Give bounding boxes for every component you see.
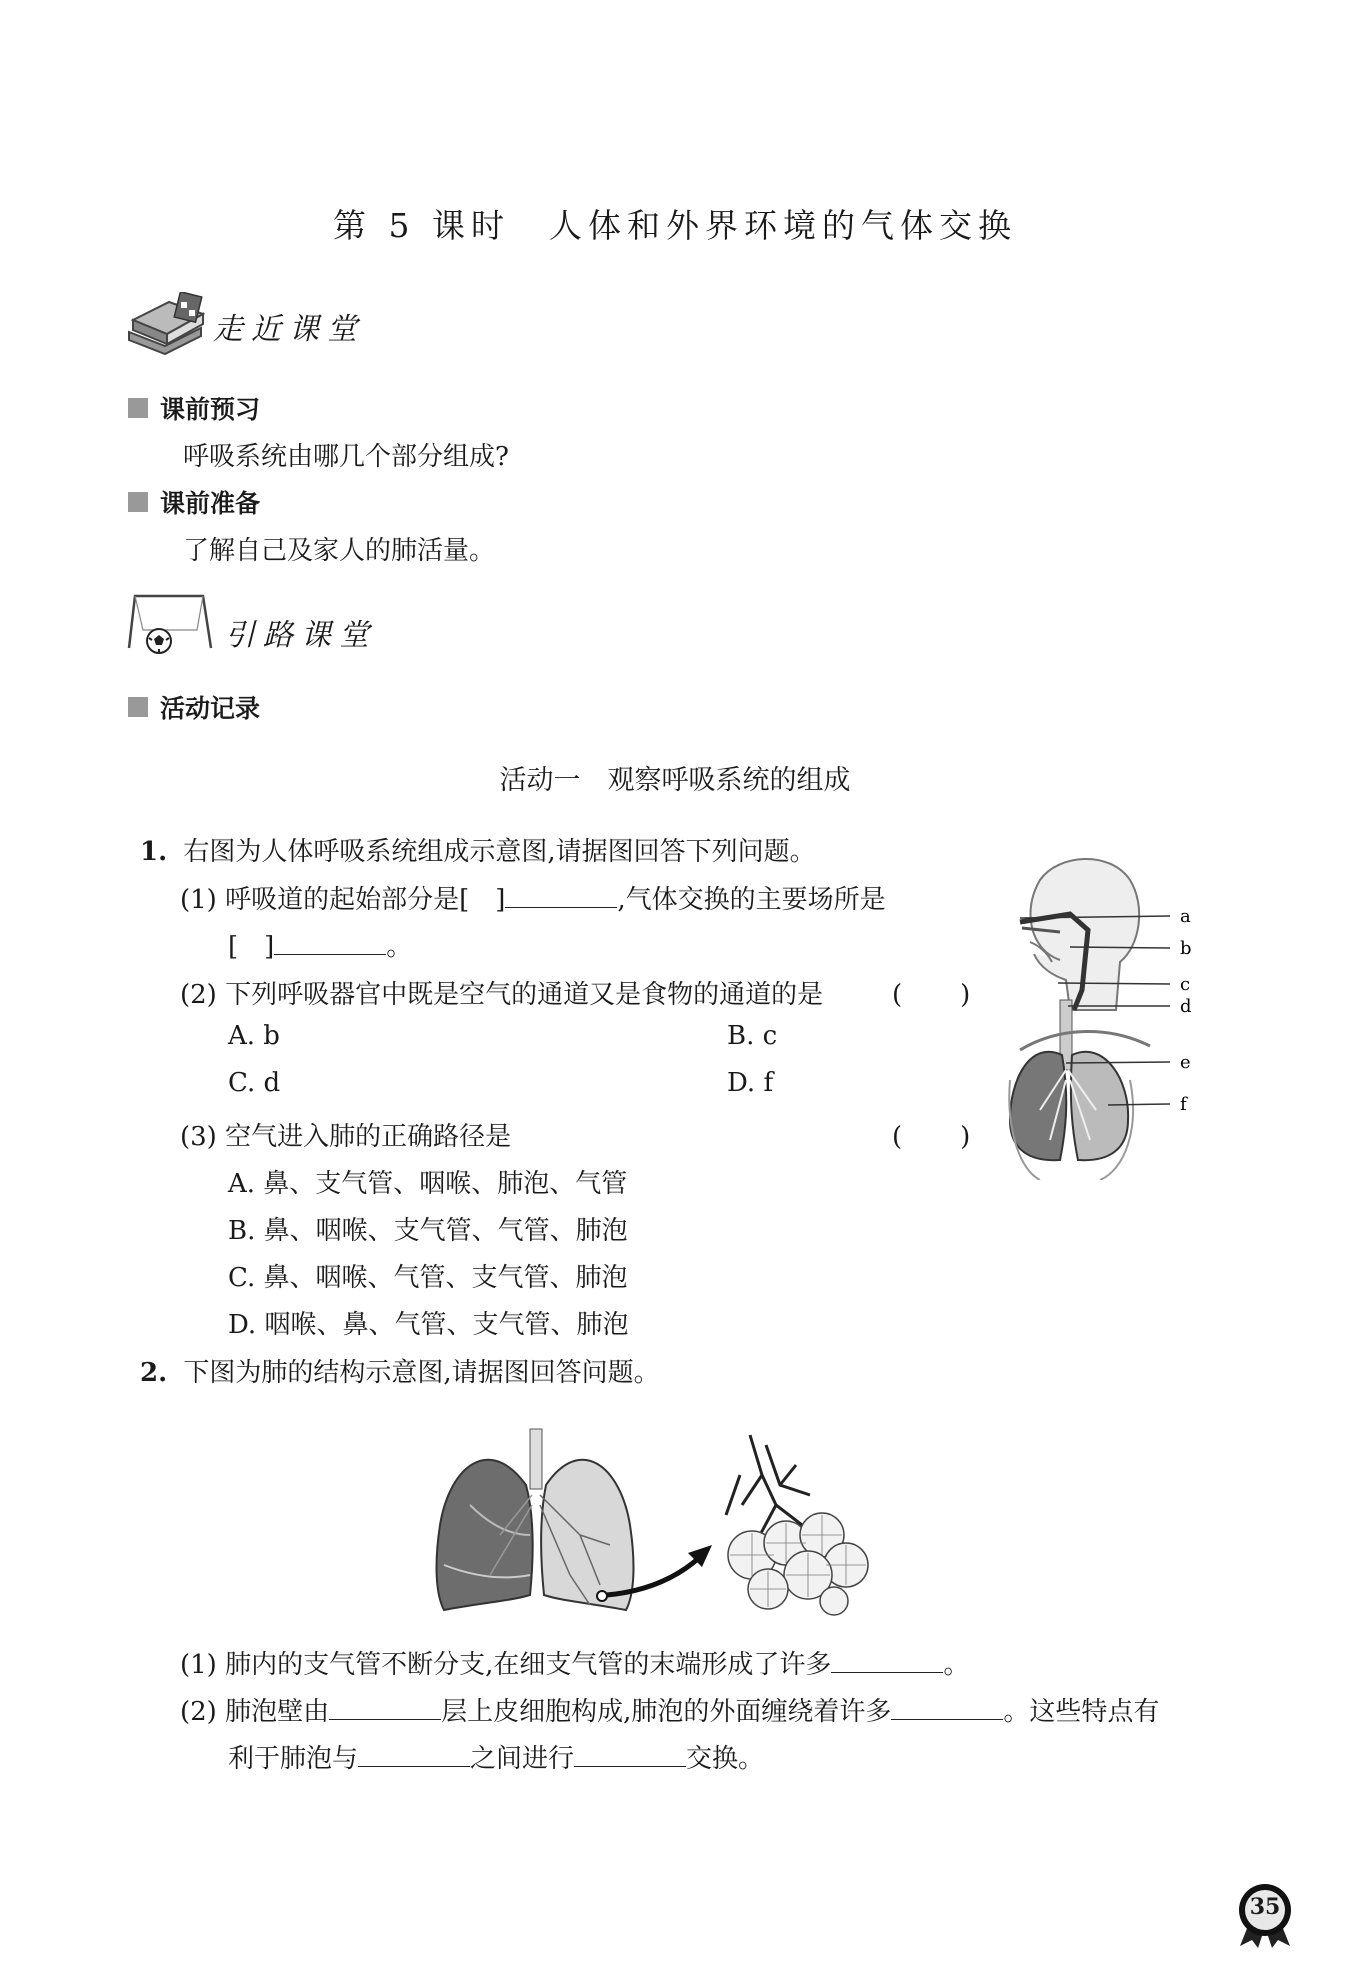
section-heading-preview: 课前预习 <box>128 390 260 426</box>
page-number-badge <box>1232 1882 1298 1948</box>
respiratory-system-figure <box>1000 850 1210 1180</box>
option-d: D. f <box>727 1068 774 1098</box>
question-2-sub2-line1: (2) 肺泡壁由 层上皮细胞构成,肺泡的外面缠绕着许多 。这些特点有 <box>180 1697 1160 1727</box>
answer-blank[interactable] <box>891 1695 1003 1720</box>
square-bullet-icon <box>128 492 148 512</box>
lung-structure-figure <box>430 1425 910 1620</box>
figure-label-a: a <box>1180 906 1191 927</box>
option-c: C. d <box>228 1068 281 1098</box>
question-1-sub2: (2) 下列呼吸器官中既是空气的通道又是食物的通道的是 <box>180 980 824 1010</box>
page-title: 第 5 课时 人体和外界环境的气体交换 <box>333 206 1017 245</box>
answer-blank[interactable] <box>274 930 386 955</box>
section-heading-prepare: 课前准备 <box>128 484 260 520</box>
question-number: 1. <box>140 837 168 867</box>
question-1-sub3: (3) 空气进入肺的正确路径是 <box>180 1122 512 1152</box>
activity-title: 活动一 观察呼吸系统的组成 <box>499 765 851 796</box>
banner-title: 引路课堂 <box>225 618 377 653</box>
option-b: B. 鼻、咽喉、支气管、气管、肺泡 <box>228 1216 628 1246</box>
question-1-sub1-line2: [ ] 。 <box>228 932 413 962</box>
square-bullet-icon <box>128 697 148 717</box>
answer-paren[interactable]: ( ) <box>892 1122 973 1152</box>
figure-label-f: f <box>1180 1094 1187 1115</box>
option-c: C. 鼻、咽喉、气管、支气管、肺泡 <box>228 1263 628 1293</box>
banner-title: 走近课堂 <box>213 312 365 347</box>
square-bullet-icon <box>128 398 148 418</box>
option-b: B. c <box>727 1021 778 1051</box>
option-a: A. b <box>228 1021 280 1051</box>
answer-blank[interactable] <box>831 1648 943 1673</box>
option-a: A. 鼻、支气管、咽喉、肺泡、气管 <box>228 1169 628 1199</box>
question-number: 2. <box>140 1358 168 1388</box>
banner-approach-class <box>125 292 385 362</box>
question-2-stem: 2. 下图为肺的结构示意图,请据图回答问题。 <box>140 1358 660 1388</box>
question-2-sub1: (1) 肺内的支气管不断分支,在细支气管的末端形成了许多 。 <box>180 1650 970 1680</box>
question-1-sub1-line1: (1) 呼吸道的起始部分是[ ] ,气体交换的主要场所是 <box>180 885 886 915</box>
section-heading-record: 活动记录 <box>128 689 260 725</box>
answer-blank[interactable] <box>505 883 617 908</box>
page-number: 35 <box>1249 1894 1281 1920</box>
figure-label-d: d <box>1180 996 1192 1017</box>
books-icon <box>125 292 205 358</box>
option-d: D. 咽喉、鼻、气管、支气管、肺泡 <box>228 1310 629 1340</box>
figure-label-e: e <box>1180 1052 1191 1073</box>
answer-paren[interactable]: ( ) <box>892 980 973 1010</box>
prepare-text: 了解自己及家人的肺活量。 <box>183 536 496 566</box>
banner-guide-class <box>125 590 385 660</box>
question-1-stem: 1. 右图为人体呼吸系统组成示意图,请据图回答下列问题。 <box>140 837 816 867</box>
figure-label-b: b <box>1180 938 1192 959</box>
answer-blank[interactable] <box>574 1742 686 1767</box>
question-2-sub2-line2: 利于肺泡与 之间进行 交换。 <box>228 1744 765 1774</box>
answer-blank[interactable] <box>358 1742 470 1767</box>
figure-label-c: c <box>1180 974 1191 995</box>
answer-blank[interactable] <box>329 1695 441 1720</box>
soccer-goal-icon <box>125 590 215 656</box>
preview-text: 呼吸系统由哪几个部分组成? <box>183 442 509 472</box>
